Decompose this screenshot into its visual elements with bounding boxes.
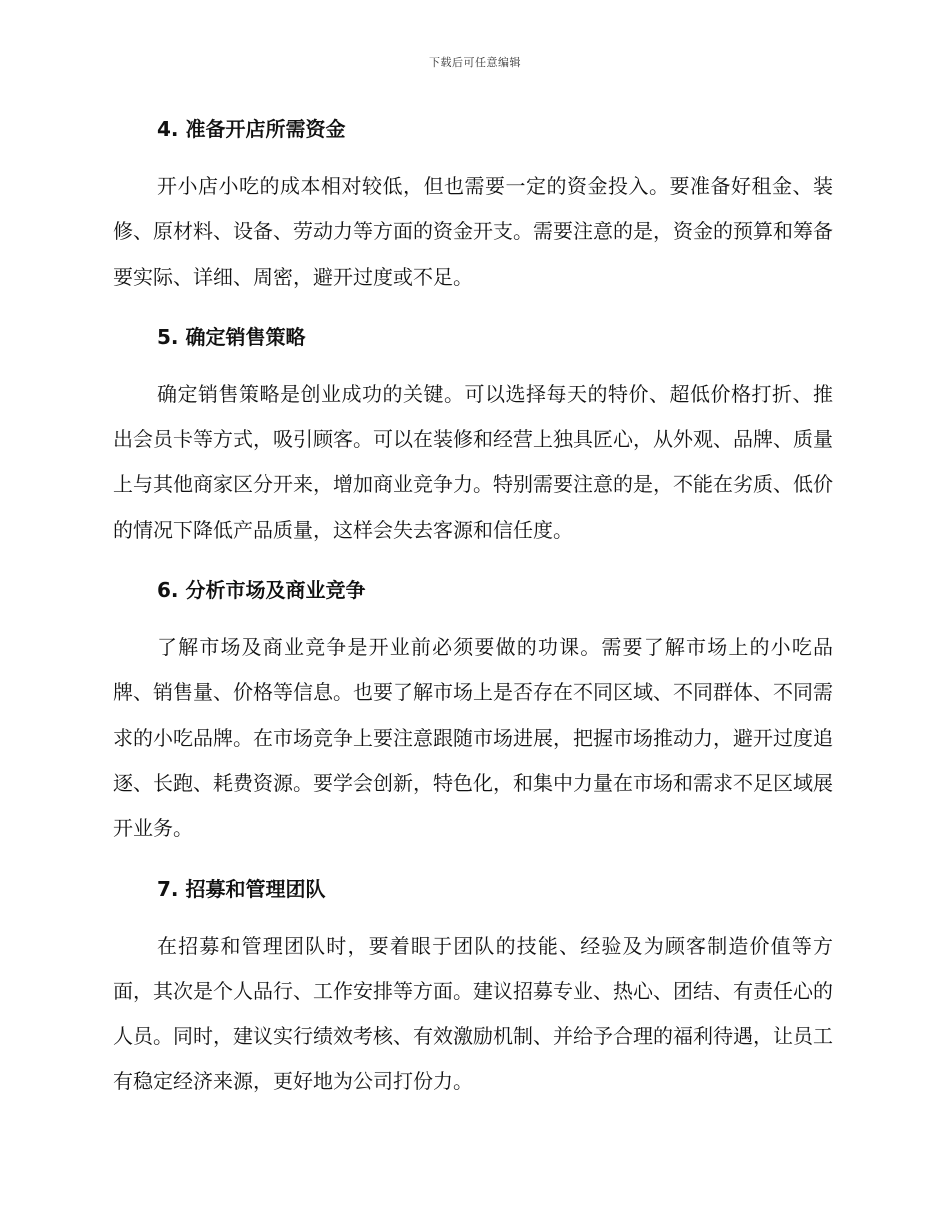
section-paragraph: 在招募和管理团队时，要着眼于团队的技能、经验及为顾客制造价值等方面，其次是个人品行、工作安排等方面。建议招募专业、热心、团结、有责任心的人员。同时，建议实行绩效考核、有效激励机制、并给予合理的福利待遇，让员工有稳定经济来源，更好地为公司打份力。 xyxy=(113,933,833,1094)
section-paragraph: 确定销售策略是创业成功的关键。可以选择每天的特价、超低价格打折、推出会员卡等方式，吸引顾客。可以在装修和经营上独具匠心，从外观、品牌、质量上与其他商家区分开来，增加商业竞争力。特别需要注意的是，不能在劣质、低价的情况下降低产品质量，这样会失去客源和信任度。 xyxy=(113,381,833,542)
section-paragraph: 开小店小吃的成本相对较低，但也需要一定的资金投入。要准备好租金、装修、原材料、设备、劳动力等方面的资金开支。需要注意的是，资金的预算和筹备要实际、详细、周密，避开过度或不足。 xyxy=(113,174,833,289)
section-market-analysis xyxy=(113,573,833,851)
section-sales-strategy xyxy=(113,320,833,553)
document-content xyxy=(113,112,833,1125)
section-heading: 7. 招募和管理团队 xyxy=(157,876,326,901)
section-heading: 4. 准备开店所需资金 xyxy=(157,117,346,141)
section-team-management xyxy=(113,872,833,1105)
section-funding xyxy=(113,112,833,300)
section-paragraph: 了解市场及商业竞争是开业前必须要做的功课。需要了解市场上的小吃品牌、销售量、价格等信息。也要了解市场上是否存在不同区域、不同群体、不同需求的小吃品牌。在市场竞争上要注意跟随市场进展，把握市场推动力，避开过度追逐、长跑、耗费资源。要学会创新，特色化，和集中力量在市场和需求不足区域展开业务。 xyxy=(113,635,833,841)
section-heading: 6. 分析市场及商业竞争 xyxy=(157,578,366,603)
header-note: 下载后可任意编辑 xyxy=(429,56,521,69)
section-heading: 5. 确定销售策略 xyxy=(157,324,306,349)
